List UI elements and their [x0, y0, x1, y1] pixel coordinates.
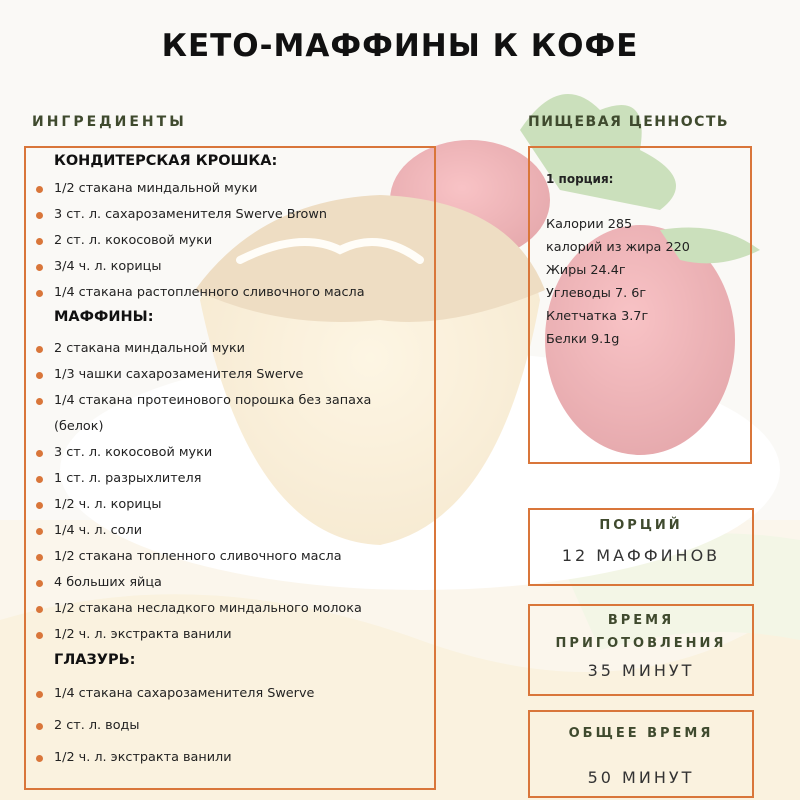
total-time-value: 50 МИНУТ — [587, 768, 695, 787]
muffins-title: МАФФИНЫ: — [54, 309, 154, 325]
nutrition-line: Калории 285 — [546, 217, 633, 232]
page-title: КЕТО-МАФФИНЫ К КОФЕ — [161, 28, 639, 64]
nutrition-line: калорий из жира 220 — [546, 240, 690, 255]
ingredients-box: КОНДИТЕРСКАЯ КРОШКА: 1/2 стакана миндальной муки 3 ст. л. сахарозаменителя Swerve Brown 2 ст. л. кокосовой муки 3/4 ч. л. корицы 1/4 стакана растопленного сливочного масла МАФФИНЫ: 2 стакана миндальной муки 1/3 чашки сахарозаменителя Swerve 1/4 стакана протеинового порошка без запаха (белок) 3 ст. л. кокосовой муки 1 ст. л. разрыхлителя 1/2 ч. л. корицы 1/4 ч. л. соли 1/2 стакана топленного сливочного масла 4 больших яйца 1/2 стакана несладкого миндального молока 1/2 ч. л. экстракта ванили ГЛАЗУРЬ: 1/4 стакана сахарозаменителя Swerve 2 ст. л. воды 1/2 ч. л. экстракта ванили — [24, 146, 436, 790]
nutrition-line: Жиры 24.4г — [546, 263, 626, 278]
prep-time-label-1: ВРЕМЯ — [607, 613, 675, 628]
nutrition-box — [528, 146, 752, 464]
servings-value: 12 МАФФИНОВ — [561, 546, 721, 565]
nutrition-line: Клетчатка 3.7г — [546, 309, 649, 324]
nutrition-line: Белки 9.1g — [546, 332, 620, 347]
prep-time-value: 35 МИНУТ — [587, 661, 695, 680]
prep-time-label-2: ПРИГОТОВЛЕНИЯ — [555, 636, 727, 651]
ingredients-heading: ИНГРЕДИЕНТЫ — [32, 114, 187, 130]
nutrition-portion: 1 порция: — [546, 172, 614, 186]
nutrition-heading: ПИЩЕВАЯ ЦЕННОСТЬ — [528, 114, 730, 130]
glaze-title: ГЛАЗУРЬ: — [54, 652, 136, 668]
crumb-title: КОНДИТЕРСКАЯ КРОШКА: — [54, 153, 278, 169]
nutrition-line: Углеводы 7. 6г — [546, 286, 647, 301]
servings-label: ПОРЦИЙ — [599, 518, 683, 533]
total-time-label: ОБЩЕЕ ВРЕМЯ — [568, 726, 714, 741]
